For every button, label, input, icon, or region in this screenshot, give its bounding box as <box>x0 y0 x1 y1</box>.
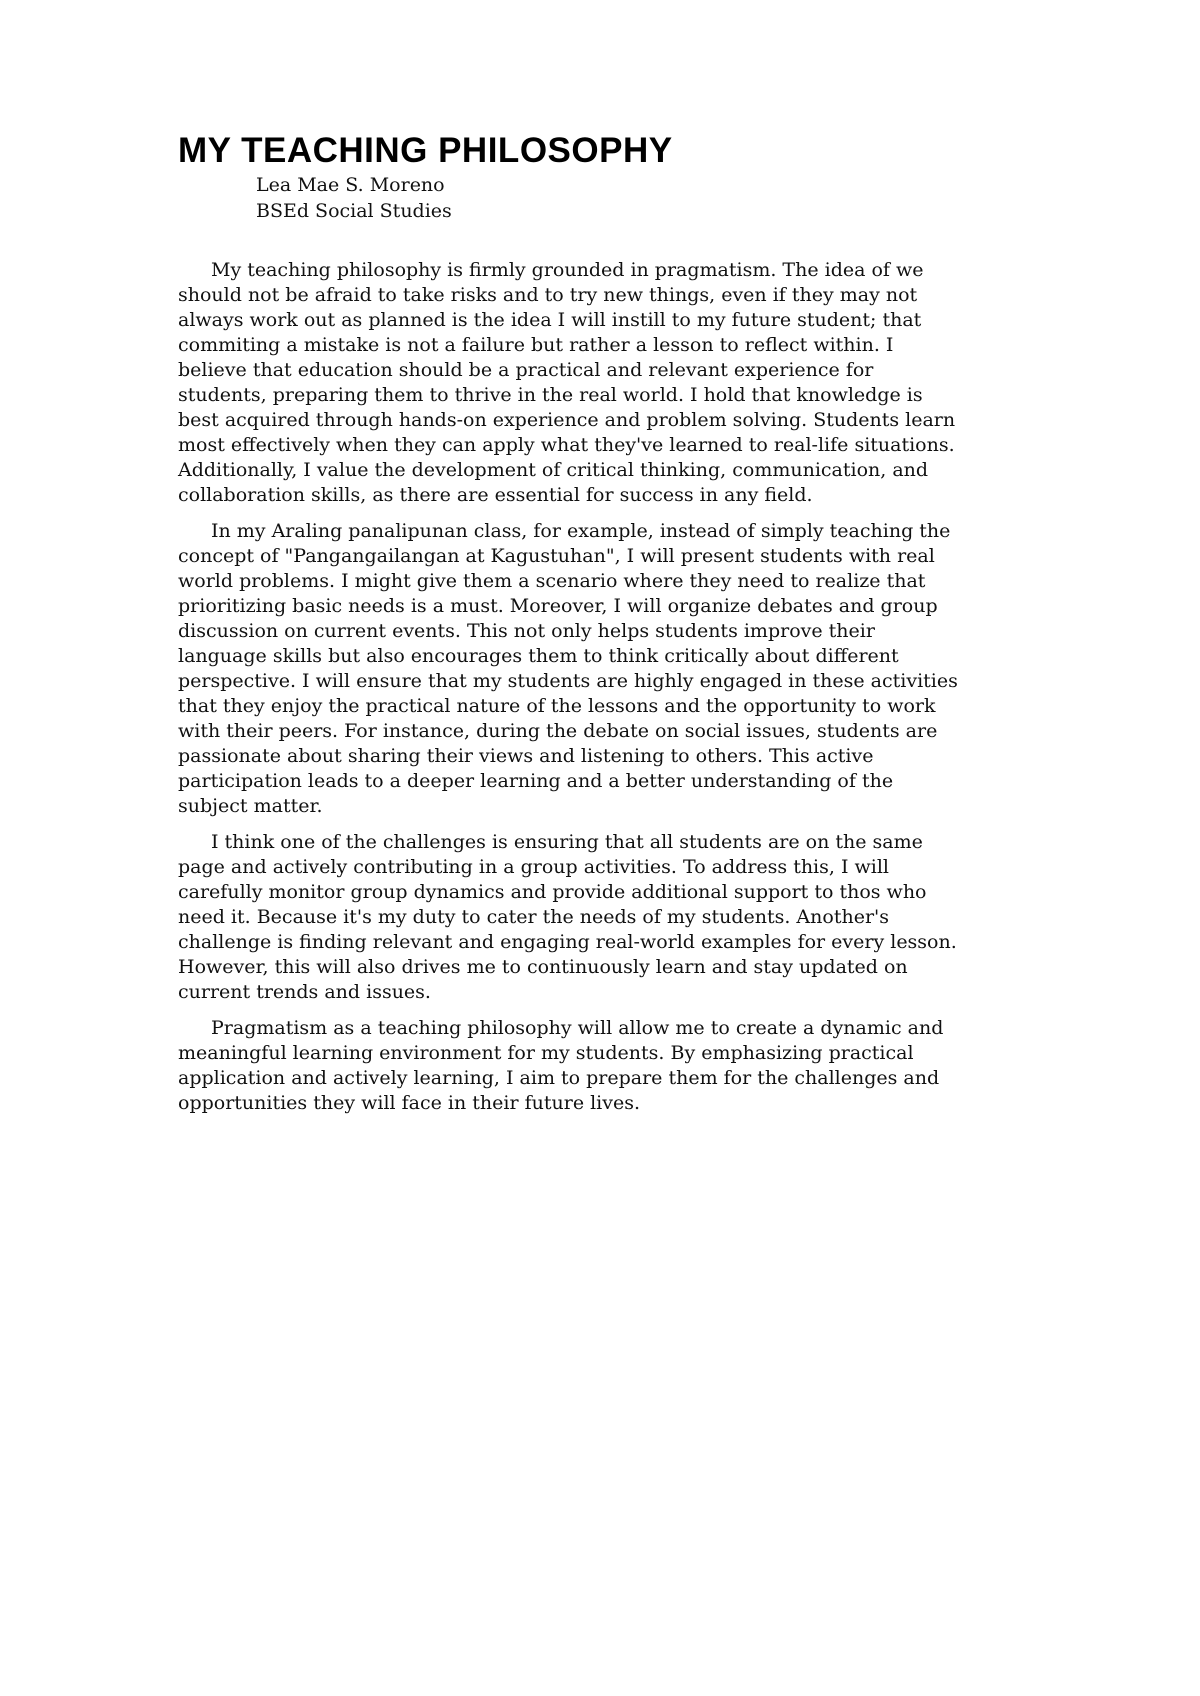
paragraph: I think one of the challenges is ensuring that all students are on the same page and actively contributing in a group activities. To address this, I will carefully monitor group dynamics and provide additional support to thos who need it. Because it's my duty to cater the needs of my students. Another's challenge is finding relevant and engaging real-world examples for every lesson. However, this will also drives me to continuously learn and stay updated on current trends and issues. <box>178 830 957 1003</box>
paragraph: My teaching philosophy is firmly grounded in pragmatism. The idea of we should not be afraid to take risks and to try new things, even if they may not always work out as planned is the idea I will instill to my future student; that commiting a mistake is not a failure but rather a lesson to reflect within. I believe that education should be a practical and relevant experience for students, preparing them to thrive in the real world. I hold that knowledge is best acquired through hands-on experience and problem solving. Students learn most effectively when they can apply what they've learned to real-life situations. Additionally, I value the development of critical thinking, communication, and collaboration skills, as there are essential for success in any field. <box>178 258 956 506</box>
essay-body <box>178 258 962 1116</box>
page-title: MY TEACHING PHILOSOPHY <box>178 131 673 170</box>
document-content <box>178 133 962 1127</box>
paragraph: Pragmatism as a teaching philosophy will allow me to create a dynamic and meaningful learning environment for my students. By emphasizing practical application and actively learning, I aim to prepare them for the challenges and opportunities they will face in their future lives. <box>178 1016 944 1114</box>
author-program: BSEd Social Studies <box>256 199 452 222</box>
author-name: Lea Mae S. Moreno <box>256 173 445 196</box>
paragraph: In my Araling panalipunan class, for example, instead of simply teaching the concept of "Pangangailangan at Kagustuhan", I will present students with real world problems. I might give them a scenario where they need to realize that prioritizing basic needs is a must. Moreover, I will organize debates and group discussion on current events. This not only helps students improve their language skills but also encourages them to think critically about different perspective. I will ensure that my students are highly engaged in these activities that they enjoy the practical nature of the lessons and the opportunity to work with their peers. For instance, during the debate on social issues, students are passionate about sharing their views and listening to others. This active participation leads to a deeper learning and a better understanding of the subject matter. <box>178 519 958 817</box>
